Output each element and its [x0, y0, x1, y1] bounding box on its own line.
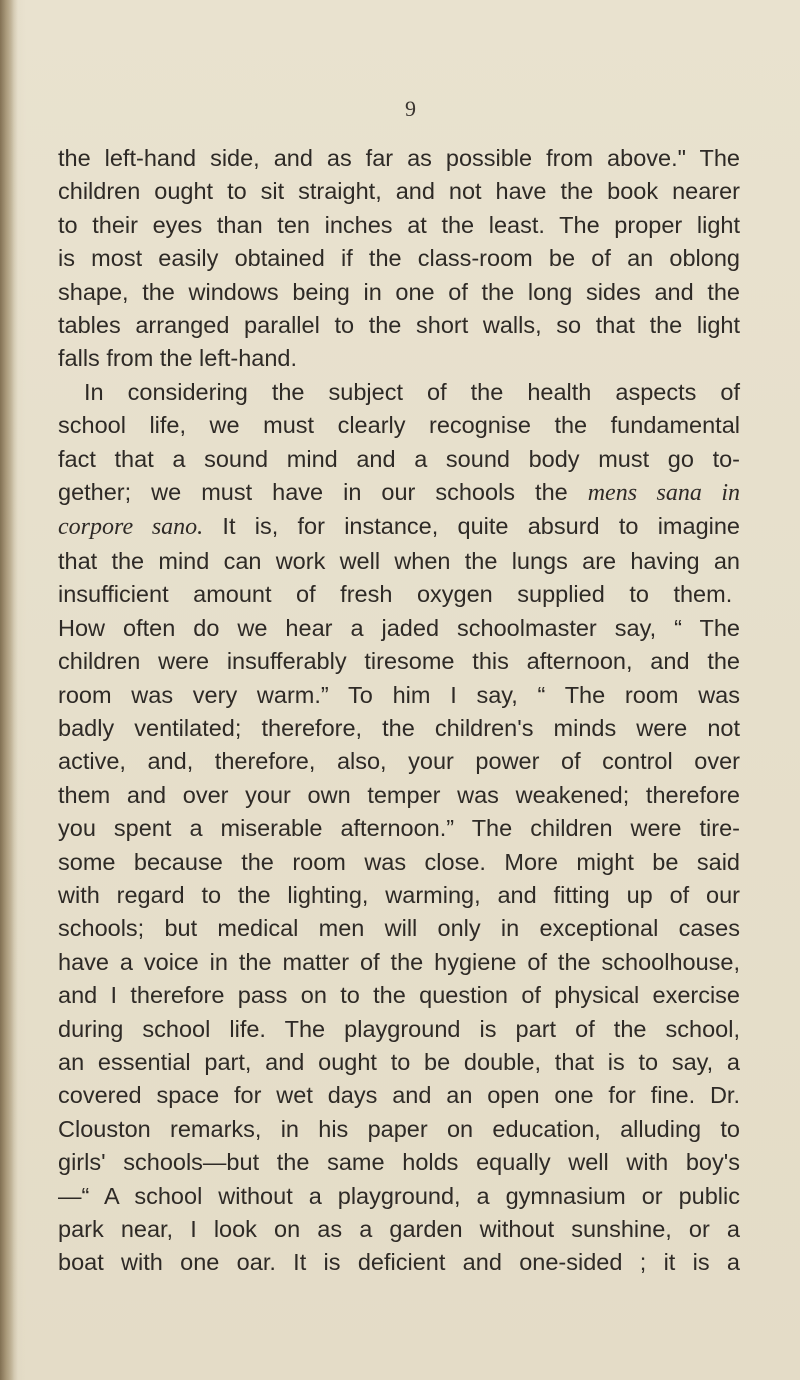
text-line [58, 376, 740, 409]
text-line [58, 545, 740, 578]
text-line [58, 612, 740, 645]
line-text: It is, for instance, quite absurd to imagine [203, 513, 740, 540]
line-text: you spent a miserable afternoon.” The children were tire- [58, 815, 740, 842]
line-text: falls from the left-hand. [58, 345, 298, 372]
text-line [58, 242, 740, 275]
line-text: fact that a sound mind and a sound body must go to- [58, 445, 740, 472]
line-text: In considering the subject of the health aspects of [84, 378, 740, 405]
line-text: an essential part, and ought to be double, that is to say, a [58, 1048, 740, 1075]
text-line [58, 476, 740, 510]
text-line [58, 209, 740, 242]
line-text: children ought to sit straight, and not have the book nearer [58, 178, 740, 205]
line-text: that the mind can work well when the lungs are having an [58, 547, 740, 574]
line-text: —“ A school without a playground, a gymnasium or public [58, 1182, 740, 1209]
text-line [58, 342, 740, 375]
binding-shadow [0, 0, 18, 1380]
text-line [58, 578, 740, 611]
text-line [58, 1246, 740, 1279]
line-text: school life, we must clearly recognise the fundamental [58, 412, 740, 439]
text-line [58, 510, 740, 544]
line-text: boat with one oar. It is deficient and one-sided ; it is a [58, 1249, 740, 1276]
text-line [58, 645, 740, 678]
line-text: them and over your own temper was weakened; therefore [58, 781, 740, 808]
text-line [58, 879, 740, 912]
line-text: during school life. The playground is part of the school, [58, 1015, 740, 1042]
text-line [58, 1146, 740, 1179]
line-text: Clouston remarks, in his paper on education, alluding to [58, 1115, 740, 1142]
text-line [58, 409, 740, 442]
line-text: active, and, therefore, also, your power of control over [58, 748, 740, 775]
text-line [58, 1180, 740, 1213]
text-line [58, 779, 740, 812]
line-text: badly ventilated; therefore, the children's minds were not [58, 714, 740, 741]
text-line [58, 1213, 740, 1246]
line-text: schools; but medical men will only in exceptional cases [58, 915, 740, 942]
text-line [58, 175, 740, 208]
line-text: insufficient amount of fresh oxygen supplied to them. [58, 581, 733, 608]
text-line [58, 679, 740, 712]
text-line [58, 712, 740, 745]
line-text: children were insufferably tiresome this afternoon, and the [58, 648, 740, 675]
line-text: is most easily obtained if the class-room be of an oblong [58, 245, 740, 272]
line-text: gether; we must have in our schools the [58, 479, 588, 506]
italic-phrase: corpore sano. [58, 514, 204, 541]
line-text: park near, I look on as a garden without sunshine, or a [58, 1216, 740, 1242]
line-text: shape, the windows being in one of the long sides and the [58, 278, 740, 305]
line-text: the left-hand side, and as far as possible from above." The [58, 145, 740, 171]
text-line [58, 846, 740, 879]
text-line [58, 812, 740, 845]
line-text: tables arranged parallel to the short walls, so that the light [58, 312, 740, 339]
text-line [58, 1046, 740, 1079]
text-line [58, 1079, 740, 1112]
line-text: have a voice in the matter of the hygiene of the schoolhouse, [58, 948, 740, 975]
text-line [58, 745, 740, 778]
text-line [58, 979, 740, 1012]
line-text: girls' schools—but the same holds equally well with boy's [58, 1149, 740, 1176]
text-line [58, 912, 740, 945]
text-line [58, 1113, 740, 1146]
line-text: covered space for wet days and an open one for fine. Dr. [58, 1082, 740, 1109]
line-text: some because the room was close. More might be said [58, 848, 740, 875]
italic-phrase: mens sana in [587, 480, 740, 507]
line-text: How often do we hear a jaded schoolmaster say, “ The [58, 614, 740, 641]
line-text: to their eyes than ten inches at the least. The proper light [58, 211, 740, 238]
line-text: room was very warm.” To him I say, “ The room was [58, 681, 740, 708]
text-line [58, 309, 740, 342]
text-line [58, 946, 740, 979]
line-text: with regard to the lighting, warming, and fitting up of our [58, 881, 740, 908]
body-text [58, 142, 740, 1280]
page-number: 9 [405, 96, 416, 121]
text-line [58, 276, 740, 309]
text-line [58, 142, 740, 175]
text-line [58, 443, 740, 476]
text-line [58, 1013, 740, 1046]
line-text: and I therefore pass on to the question of physical exercise [58, 982, 740, 1009]
